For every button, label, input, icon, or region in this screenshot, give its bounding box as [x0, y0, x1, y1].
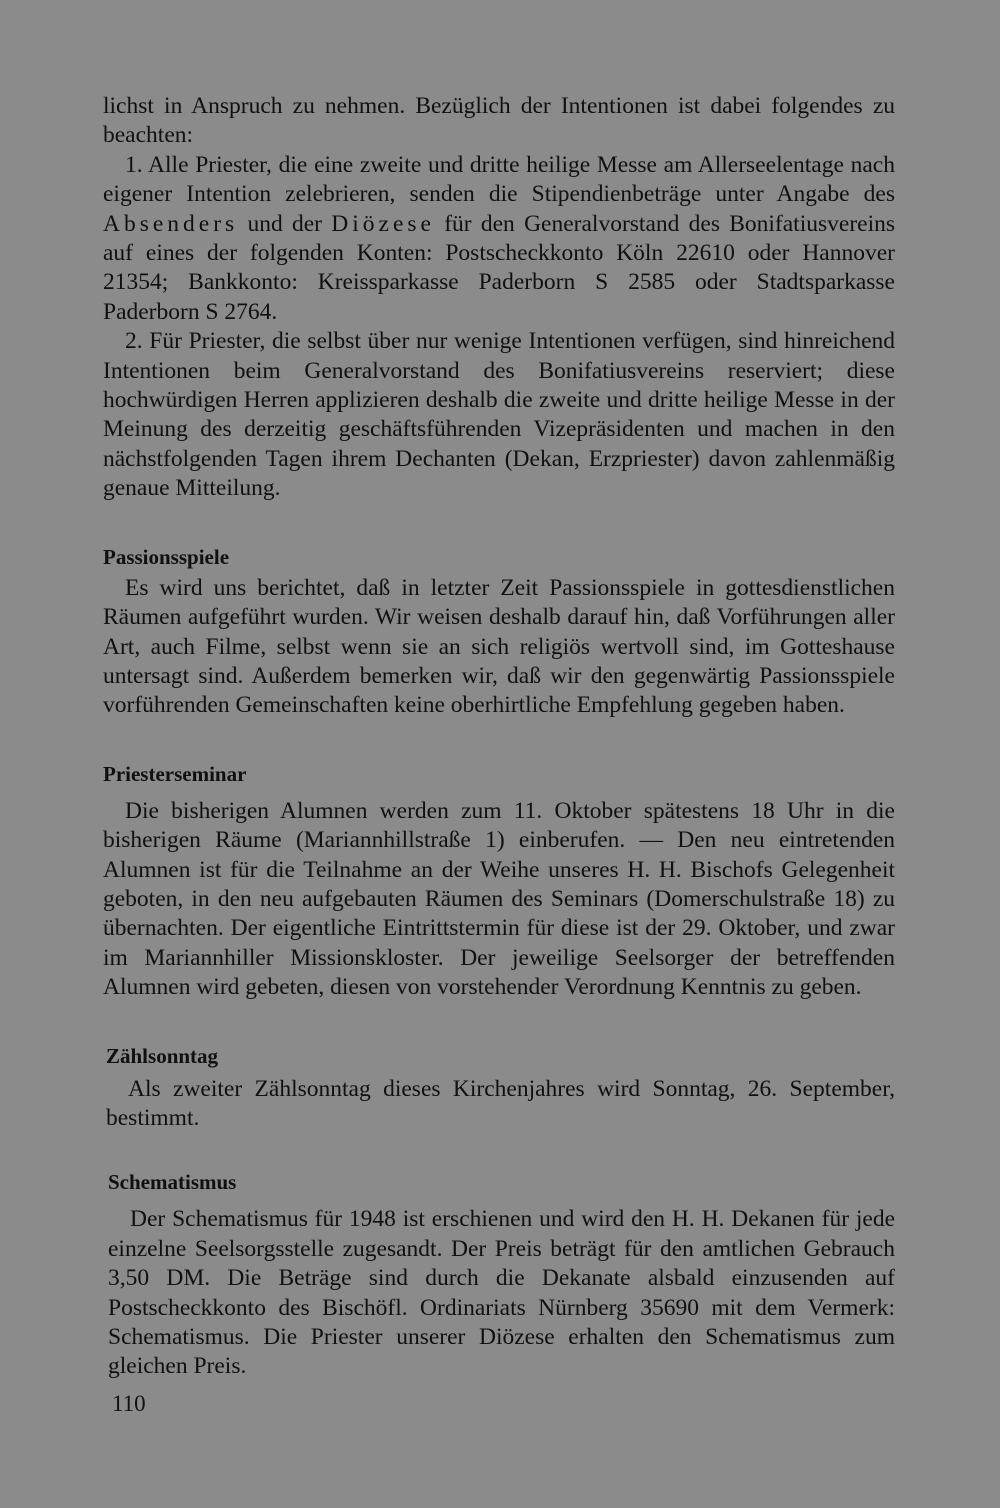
section-zaehlsonntag	[103, 1043, 895, 1134]
section-heading: Priesterseminar	[103, 761, 247, 786]
item1-text-mid: und der	[238, 210, 332, 237]
section-heading: Zählsonntag	[106, 1043, 219, 1068]
item1-text-after: für den Generalvorstand des Bonifatiusvereins auf eines der folgenden Konten: Postscheckkonto Köln 22610 oder Hannover 21354; Bankkonto: Kreissparkasse Paderborn S 2585 oder Stadtsparkasse Paderborn S 2764.	[103, 210, 895, 325]
intention-item-2: 2. Für Priester, die selbst über nur wenige Intentionen verfügen, sind hinreichend Intentionen beim Generalvorstand des Bonifatiusvereins reserviert; diese hochwürdigen Herren applizieren deshalb die zweite und dritte heilige Messe in der Meinung des derzeitig geschäftsführenden Vizepräsidenten und machen in den nächstfolgenden Tagen ihrem Dechanten (Dekan, Erzpriester) davon zahlenmäßig genaue Mitteilung.	[103, 328, 895, 502]
section-passionsspiele	[103, 544, 895, 721]
item1-spaced-dioezese: Diözese	[331, 210, 435, 237]
section-body: Die bisherigen Alumnen werden zum 11. Oktober spätestens 18 Uhr in die bisherigen Räume (Mariannhillstraße 1) einberufen. — Den neu eintretenden Alumnen ist für die Teilnahme an der Weihe unseres H. H. Bischofs Gelegenheit geboten, in den neu aufgebauten Räumen des Seminars (Domerschulstraße 18) zu übernachten. Der eigentliche Eintrittstermin für diese ist der 29. Oktober, und zwar im Mariannhiller Missionskloster. Der jeweilige Seelsorger der betreffenden Alumnen wird gebeten, diesen von vorstehender Verordnung Kenntnis zu geben.	[103, 797, 895, 1001]
section-priesterseminar	[103, 761, 895, 1003]
page-number: 110	[112, 1391, 146, 1416]
section-heading: Passionsspiele	[103, 544, 230, 569]
section-schematismus	[103, 1169, 895, 1381]
section-body: Als zweiter Zählsonntag dieses Kirchenjahres wird Sonntag, 26. September, bestimmt.	[106, 1075, 895, 1131]
item1-text-before: 1. Alle Priester, die eine zweite und dritte heilige Messe am Allerseelentage nach eigener Intention zelebrieren, senden die Stipendienbeträge unter Angabe des	[103, 151, 895, 208]
item1-spaced-absenders: Absenders	[103, 210, 239, 237]
document-page	[103, 92, 895, 1382]
section-heading: Schematismus	[108, 1170, 237, 1195]
section-body: Der Schematismus für 1948 ist erschienen und wird den H. H. Dekanen für jede einzelne Seelsorgsstelle zugesandt. Der Preis beträgt für den amtlichen Gebrauch 3,50 DM. Die Beträge sind durch die Dekanate alsbald einzusenden auf Postscheckkonto des Bischöfl. Ordinariats Nürnberg 35690 mit dem Vermerk: Schematismus. Die Priester unserer Diözese erhalten den Schematismus zum gleichen Preis.	[108, 1206, 895, 1380]
intention-item-1	[103, 151, 895, 327]
intro-paragraph: lichst in Anspruch zu nehmen. Bezüglich der Intentionen ist dabei folgendes zu beachten:	[103, 93, 895, 149]
section-body: Es wird uns berichtet, daß in letzter Zeit Passionsspiele in gottesdienstlichen Räumen aufgeführt wurden. Wir weisen deshalb darauf hin, daß Vorführungen aller Art, auch Filme, selbst wenn sie an sich religiös wertvoll sind, im Gotteshause untersagt sind. Außerdem bemerken wir, daß wir den gegenwärtig Passionsspiele vorführenden Gemeinschaften keine oberhirtliche Empfehlung gegeben haben.	[103, 574, 895, 719]
